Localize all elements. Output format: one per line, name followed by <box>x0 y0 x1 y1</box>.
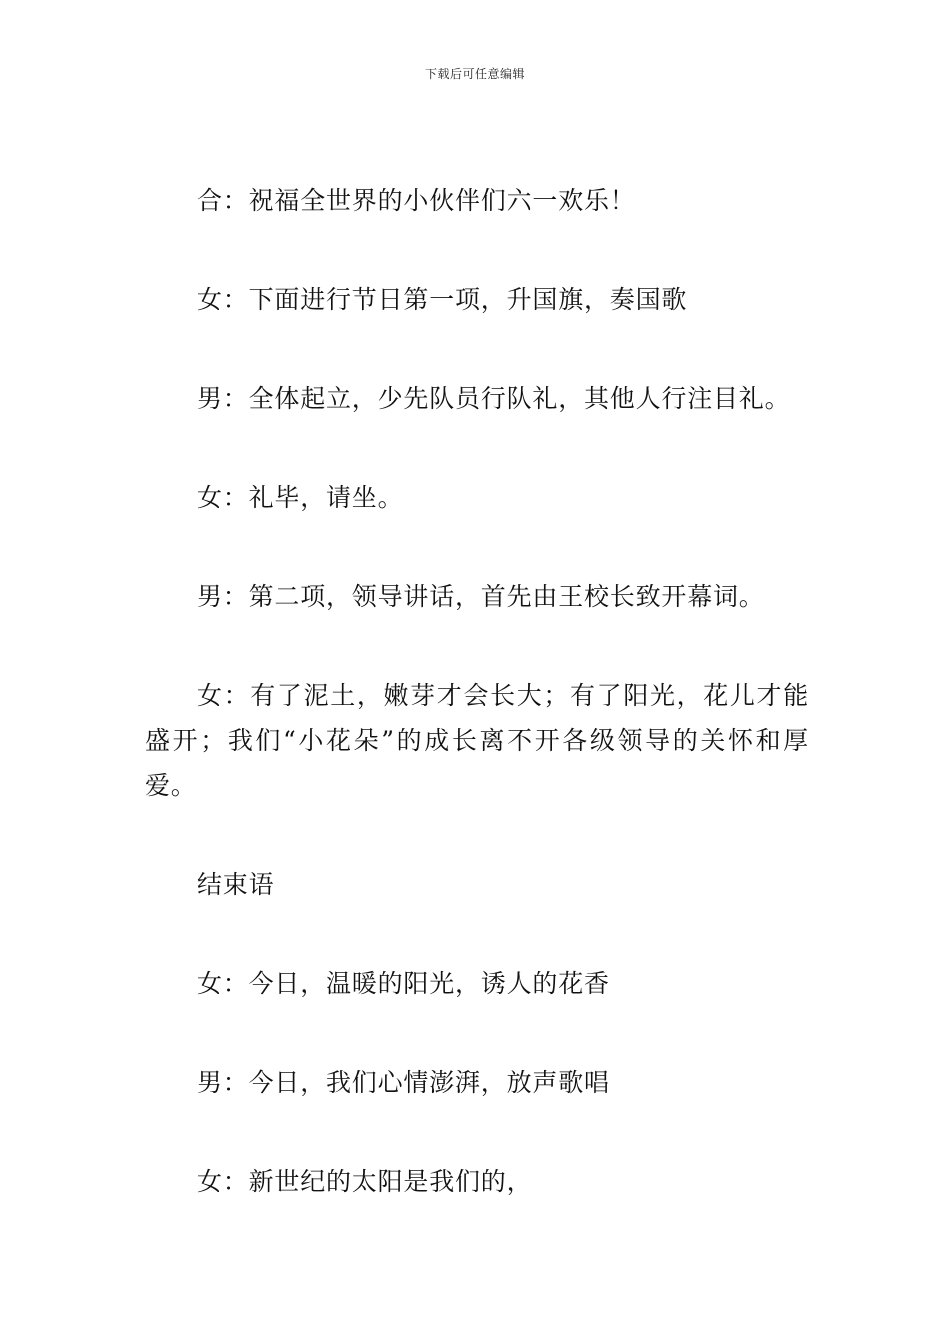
paragraph-5: 男：第二项，领导讲话，首先由王校长致开幕词。 <box>197 582 765 611</box>
paragraph-9: 女：新世纪的太阳是我们的， <box>197 1167 533 1196</box>
paragraph-4: 女：礼毕，请坐。 <box>197 483 404 512</box>
section-heading-closing: 结束语 <box>197 870 275 899</box>
paragraph-7: 女：今日，温暖的阳光，诱人的花香 <box>197 969 610 998</box>
paragraph-8: 男：今日，我们心情澎湃，放声歌唱 <box>197 1068 610 1097</box>
page-header: 下载后可任意编辑 <box>424 67 525 81</box>
paragraph-3: 男：全体起立，少先队员行队礼，其他人行注目礼。 <box>197 384 791 413</box>
paragraph-6: 女：有了泥土，嫩芽才会长大；有了阳光，花儿才能盛开；我们“小花朵”的成长离不开各级领导的关怀和厚爱。 <box>145 681 809 800</box>
paragraph-2: 女：下面进行节日第一项，升国旗，奏国歌 <box>197 285 688 314</box>
paragraph-1: 合：祝福全世界的小伙伴们六一欢乐！ <box>197 186 636 215</box>
document-body <box>145 178 809 1204</box>
